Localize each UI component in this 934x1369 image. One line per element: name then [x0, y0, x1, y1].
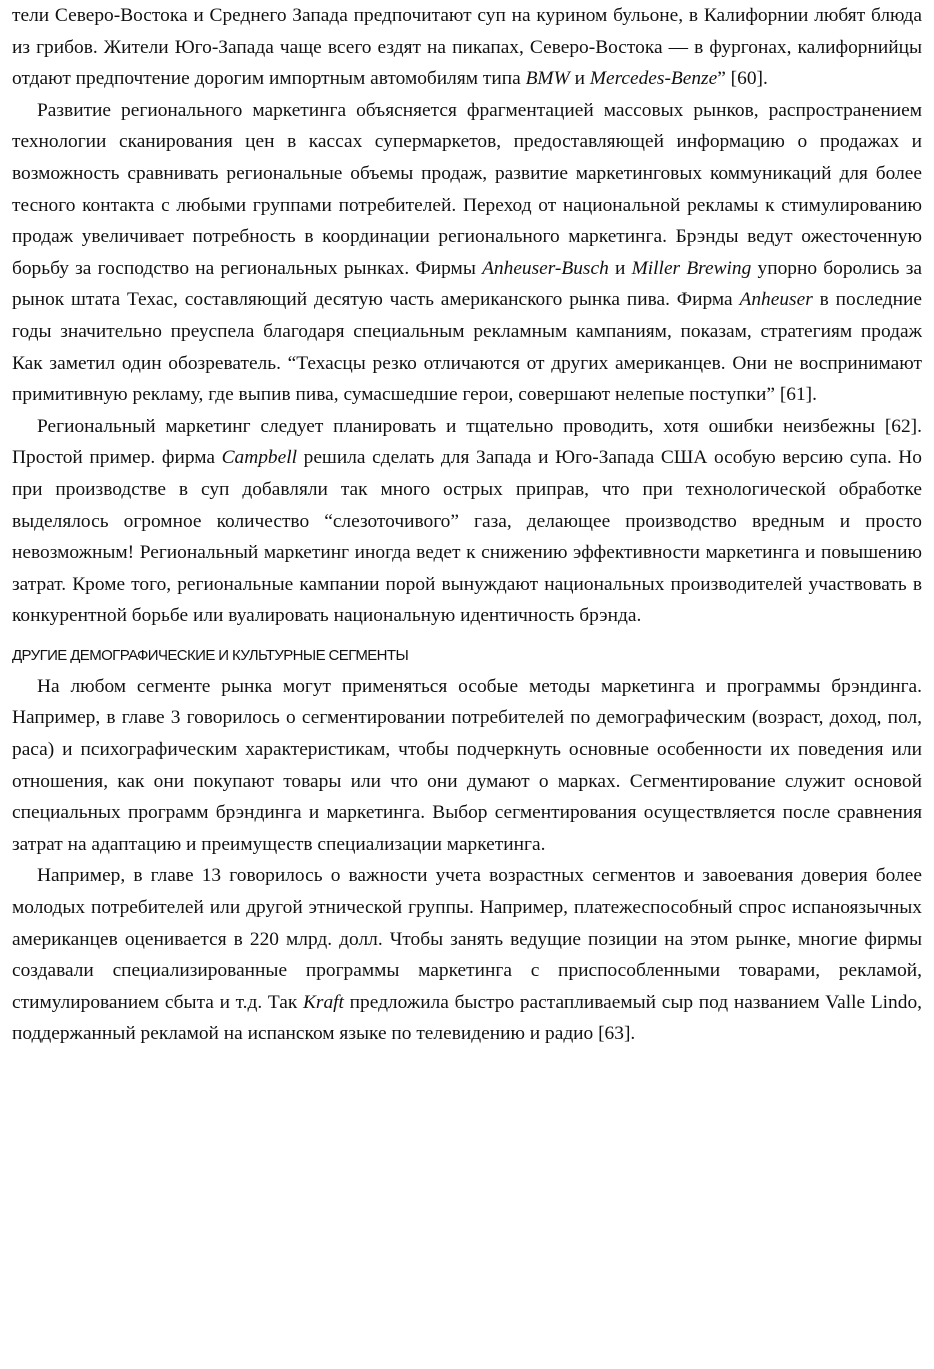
brand-anheuser-busch: Anheuser-Busch	[482, 257, 609, 279]
brand-kraft: Kraft	[303, 991, 344, 1013]
paragraph-1-text-3: ” [60].	[717, 68, 768, 90]
paragraph-3-text-2: решила сделать для Запада и Юго-Запада США особую версию супа. Но при производстве в суп добавляли так много острых приправ, что при технологической обработке выделялось огромное количество “слезоточивого” газа, делающее производство вредным и просто невозможным! Региональный маркетинг иногда ведет к снижению эффективности маркетинга и повышению затрат. Кроме того, региональные кампании порой вынуждают национальных производителей участвовать в конкурентной борьбе или вуалировать национальную идентичность брэнда.	[12, 447, 922, 627]
paragraph-1-text-1: тели Северо-Востока и Среднего Запада предпочитают суп на курином бульоне, в Калифорнии любят блюда из грибов. Жители Юго-Запада чаще всего ездят на пикапах, Северо-Востока — в фургонах, калифорнийцы отдают предпочтение дорогим импортным автомобилям типа	[12, 5, 922, 90]
paragraph-4-text-1: На любом сегменте рынка могут применяться особые методы маркетинга и программы брэндинга. Например, в главе 3 говорилось о сегментировании потребителей по демографическим (возраст, доход, пол, раса) и психографическим характеристикам, чтобы подчеркнуть основные особенности их поведения или отношения, как они покупают товары или что они думают о марках. Сегментирование служит основой специальных программ брэндинга и маркетинга. Выбор сегментирования осуществляется после сравнения затрат на адаптацию и преимуществ специализации маркетинга.	[12, 675, 922, 855]
paragraph-4	[12, 671, 922, 861]
paragraph-1-text-2: и	[569, 68, 590, 90]
paragraph-2	[12, 95, 922, 411]
paragraph-2-text-3: упорно боролись за рынок штата Техас, составляющий десятую часть американского рынка пива. Фирма	[12, 257, 922, 311]
paragraph-5-text-2: предложила быстро растапливаемый сыр под названием Valle Lindo, поддержанный рекламой на испанском языке по телевидению и радио [63].	[12, 991, 922, 1045]
section-heading: ДРУГИЕ ДЕМОГРАФИЧЕСКИЕ И КУЛЬТУРНЫЕ СЕГМЕНТЫ	[12, 646, 409, 664]
paragraph-5	[12, 860, 922, 1050]
brand-miller-brewing: Miller Brewing	[631, 257, 752, 279]
paragraph-2-text-1: Развитие регионального маркетинга объясняется фрагментацией массовых рынков, распространением технологии сканирования цен в кассах супермаркетов, предоставляющей информацию о продажах и возможность сравнивать региональные объемы продаж, развитие маркетинговых коммуникаций для более тесного контакта с любыми группами потребителей. Переход от национальной рекламы к стимулированию продаж увеличивает потребность в координации регионального маркетинга. Брэнды ведут ожесточенную борьбу за господство на региональных рынках. Фирмы	[12, 99, 922, 279]
paragraph-2-text-4: в последние годы значительно преуспела благодаря специальным рекламным кампаниям, показам, стратегиям продаж Как заметил один обозреватель. “Техасцы резко отличаются от других американцев. Они не воспринимают примитивную рекламу, где выпив пива, сумасшедшие герои, совершают нелепые поступки” [61].	[12, 289, 922, 406]
paragraph-1	[12, 0, 922, 95]
paragraph-3-text-1: Региональный маркетинг следует планировать и тщательно проводить, хотя ошибки неизбежны [62]. Простой пример. фирма	[12, 415, 922, 469]
brand-anheuser: Anheuser	[739, 289, 813, 311]
paragraph-2-text-2: и	[608, 257, 632, 279]
brand-campbell: Campbell	[221, 447, 297, 469]
paragraph-3	[12, 411, 922, 632]
paragraph-5-text-1: Например, в главе 13 говорилось о важности учета возрастных сегментов и завоевания доверия более молодых потребителей или другой этнической группы. Например, платежеспособный спрос испаноязычных американцев оценивается в 220 млрд. долл. Чтобы занять ведущие позиции на этом рынке, многие фирмы создавали специализированные программы маркетинга с приспособленными товарами, рекламой, стимулированием сбыта и т.д. Так	[12, 865, 922, 1013]
brand-bmw: BMW	[525, 68, 570, 90]
brand-mercedes: Mercedes-Benze	[589, 68, 718, 90]
